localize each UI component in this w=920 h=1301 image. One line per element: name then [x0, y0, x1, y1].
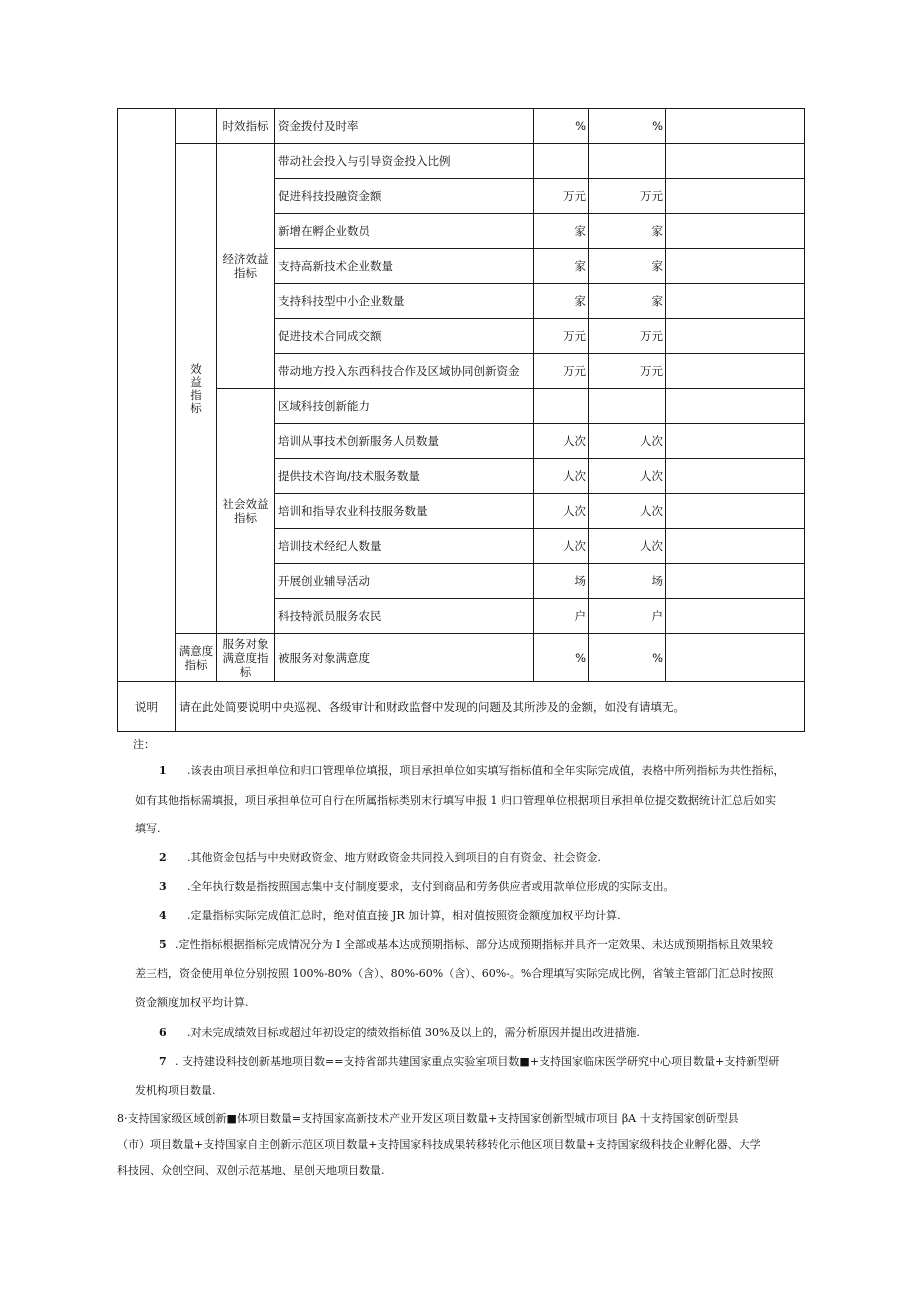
blank-cell [666, 284, 805, 319]
blank-cell [666, 564, 805, 599]
note-item [159, 1024, 640, 1040]
table-row [118, 634, 805, 682]
note-text: 科技园、众创空间、双创示范基地、星创天地项目数量. [117, 1164, 385, 1177]
blank-cell [666, 529, 805, 564]
note-item [159, 936, 773, 952]
note-text: （市）项目数量+支持国家自主创新示范区项目数量+支持国家科技成果转移转化示他区项目数量+支持国家级科技企业孵化器、大学 [117, 1138, 761, 1151]
indicator-name: 区域科技创新能力 [275, 389, 534, 424]
note-text: 填写. [135, 822, 161, 835]
blank-cell [666, 424, 805, 459]
explanation-text: 请在此处简要说明中央巡视、各级审计和财政监督中发现的问题及其所涉及的金额，如没有请填无。 [176, 682, 805, 732]
indicator-unit: % [534, 634, 589, 682]
indicator-unit: 家 [534, 249, 589, 284]
note-text: .该表由项目承担单位和归口管理单位填报，项目承担单位如实填写指标值和全年实际完成值，表格中所列指标为共性指标， [187, 764, 785, 777]
blank-cell [666, 354, 805, 389]
indicator-unit-actual: % [589, 634, 666, 682]
note-text: .对未完成绩效目标或超过年初设定的绩效指标值 30%及以上的，需分析原因并提出改进措施. [187, 1026, 640, 1039]
note-number: 3 [159, 880, 167, 893]
indicator-unit: 人次 [534, 494, 589, 529]
indicator-unit [534, 144, 589, 179]
note-text: 资金额度加权平均计算. [135, 996, 249, 1009]
indicator-unit-actual: 万元 [589, 179, 666, 214]
table-row [118, 389, 805, 424]
indicator-unit: 户 [534, 599, 589, 634]
indicator-unit-actual: 人次 [589, 459, 666, 494]
indicator-unit-actual: 万元 [589, 319, 666, 354]
indicator-unit-actual: 家 [589, 249, 666, 284]
notes-heading: 注： [133, 738, 155, 751]
indicator-name: 培训技术经纪人数量 [275, 529, 534, 564]
indicator-unit: 万元 [534, 354, 589, 389]
note-text: .定性指标根据指标完成情况分为 I 全部或基本达成预期指标、部分达成预期指标并具齐一定效果、未达成预期指标且效果较 [175, 938, 773, 951]
note-number: 7 [159, 1055, 167, 1068]
note-text: .其他资金包括与中央财政资金、地方财政资金共同投入到项目的自有资金、社会资金. [187, 851, 601, 864]
note-item [159, 762, 785, 778]
indicator-unit-actual: 人次 [589, 424, 666, 459]
indicator-name: 培训从事技术创新服务人员数量 [275, 424, 534, 459]
timeliness-indicator-label: 时效指标 [217, 109, 275, 144]
economic-benefit-label: 经济效益指标 [217, 144, 275, 389]
indicator-name: 带动地方投入东西科技合作及区域协同创新资金 [275, 354, 534, 389]
note-text: 差三档，资金使用单位分别按照 100%-80%（含）、80%-60%（含）、60%-。%合理填写实际完成比例，省皱主管部门汇总时按照 [135, 967, 774, 980]
blank-cell [176, 109, 217, 144]
blank-cell [666, 109, 805, 144]
note-text: . 支持建设科技创新基地项目数==支持省部共建国家重点实验室项目数■+支持国家临床医学研究中心项目数量+支持新型研 [175, 1055, 780, 1068]
explanation-row [118, 682, 805, 732]
indicator-unit: 人次 [534, 424, 589, 459]
note-item [159, 849, 601, 865]
indicator-unit: 家 [534, 214, 589, 249]
indicator-unit-actual: 人次 [589, 494, 666, 529]
note-text: 发机构项目数量. [135, 1084, 216, 1097]
indicator-name: 带动社会投入与引导资金投入比例 [275, 144, 534, 179]
note-number: 5 [159, 938, 167, 951]
indicator-unit [534, 389, 589, 424]
performance-indicator-table [117, 108, 805, 732]
indicator-name: 培训和指导农业科技服务数量 [275, 494, 534, 529]
indicator-unit-actual: 人次 [589, 529, 666, 564]
blank-cell [666, 459, 805, 494]
blank-cell [666, 389, 805, 424]
table-row [118, 109, 805, 144]
indicator-unit-actual: 万元 [589, 354, 666, 389]
indicator-unit-actual: % [589, 109, 666, 144]
indicator-name: 开展创业辅导活动 [275, 564, 534, 599]
note-text: .定量指标实际完成值汇总时，绝对值直接 JR 加计算，相对值按照资金额度加权平均计算. [187, 909, 621, 922]
note-item [159, 907, 621, 923]
indicator-name: 支持科技型中小企业数量 [275, 284, 534, 319]
blank-cell [666, 599, 805, 634]
note-text: 8·支持国家级区域创新■体项目数量=支持国家高新技术产业开发区项目数量+支持国家创新型城市项目 βA 十支持国家创斫型县 [117, 1112, 739, 1125]
indicator-unit: 万元 [534, 319, 589, 354]
note-number: 6 [159, 1026, 167, 1039]
blank-cell [666, 214, 805, 249]
indicator-name: 被服务对象满意度 [275, 634, 534, 682]
indicator-unit-actual: 户 [589, 599, 666, 634]
indicator-unit: 人次 [534, 459, 589, 494]
table-row [118, 144, 805, 179]
note-number: 1 [159, 764, 167, 777]
blank-cell [666, 249, 805, 284]
indicator-unit: 家 [534, 284, 589, 319]
benefit-indicator-label: 效益指标 [176, 144, 217, 634]
indicator-name: 促进技术合同成交额 [275, 319, 534, 354]
satisfaction-indicator-label: 满意度指标 [176, 634, 217, 682]
blank-cell [666, 494, 805, 529]
indicator-name: 支持高新技术企业数量 [275, 249, 534, 284]
blank-cell [666, 319, 805, 354]
indicator-unit: % [534, 109, 589, 144]
indicator-name: 提供技术咨询/技术服务数量 [275, 459, 534, 494]
indicator-unit-actual [589, 144, 666, 179]
social-benefit-label: 社会效益指标 [217, 389, 275, 634]
indicator-unit-actual: 场 [589, 564, 666, 599]
blank-cell [666, 179, 805, 214]
note-item [159, 1053, 779, 1069]
blank-cell [666, 634, 805, 682]
indicator-unit: 人次 [534, 529, 589, 564]
indicator-name: 促进科技投融资金额 [275, 179, 534, 214]
service-satisfaction-label: 服务对象满意度指标 [217, 634, 275, 682]
indicator-unit: 万元 [534, 179, 589, 214]
indicator-name: 资金拨付及时率 [275, 109, 534, 144]
outer-blank-cell [118, 109, 176, 682]
note-text: 如有其他指标需填报，项目承担单位可自行在所属指标类别末行填写申报 1 归口管理单位根据项目承担单位提交数据统计汇总后如实 [135, 794, 776, 807]
note-number: 2 [159, 851, 167, 864]
indicator-name: 科技特派员服务农民 [275, 599, 534, 634]
note-item [159, 878, 675, 894]
note-text: .全年执行数是指按照国志集中支付制度要求，支付到商品和劳务供应者或用款单位形成的实际支出。 [187, 880, 675, 893]
indicator-unit-actual [589, 389, 666, 424]
explanation-label: 说明 [118, 682, 176, 732]
indicator-unit: 场 [534, 564, 589, 599]
blank-cell [666, 144, 805, 179]
indicator-unit-actual: 家 [589, 284, 666, 319]
indicator-name: 新增在孵企业数员 [275, 214, 534, 249]
indicator-unit-actual: 家 [589, 214, 666, 249]
note-number: 4 [159, 909, 167, 922]
